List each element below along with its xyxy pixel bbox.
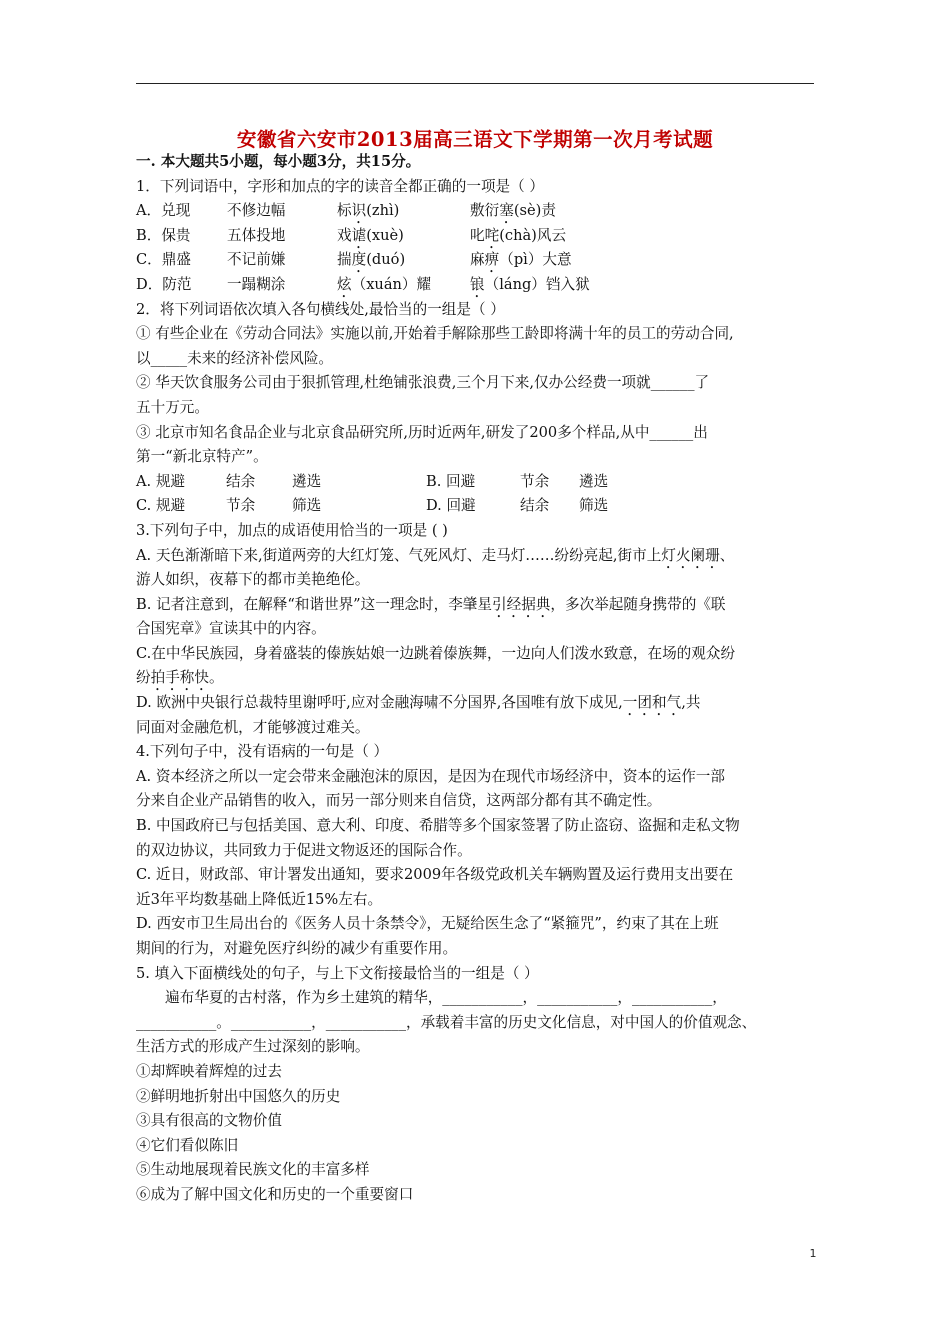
q2-sentence: ① 有些企业在《劳动合同法》实施以前,开始着手解除那些工龄即将满十年的员工的劳动合同, — [136, 325, 734, 343]
q3-option-b-cont: 合国宪章》宣读其中的内容。 — [136, 620, 326, 638]
q4-sentence: C. 近日，财政部、审计署发出通知，要求2009年各级党政机关车辆购置及运行费用支出要在 — [136, 866, 734, 884]
q2-stem: 2．将下列词语依次填入各句横线处,最恰当的一组是（ ） — [136, 300, 505, 318]
q4-sentence: 的双边协议，共同致力于促进文物返还的国际合作。 — [136, 841, 472, 859]
q4-sentence: A. 资本经济之所以一定会带来金融泡沫的原因，是因为在现代市场经济中，资本的运作一部 — [136, 767, 725, 785]
q2-option: D. 回避 — [426, 497, 476, 515]
q3-text: A. 天色渐渐暗下来,街道两旁的大红灯笼、气死风灯、走马灯……纷纷亮起,街市上 — [136, 546, 662, 564]
q5-item: ①却辉映着辉煌的过去 — [136, 1062, 282, 1080]
header-rule — [136, 83, 814, 84]
q2-option: 遴选 — [579, 472, 609, 490]
q4-stem: 4.下列句子中，没有语病的一句是（ ） — [136, 743, 389, 761]
q3-option-a — [136, 544, 816, 569]
q1-word: 叱咤(chà)风云 — [470, 226, 567, 244]
q3-text: 、 — [719, 546, 735, 564]
q3-option-c: C.在中华民族园，身着盛装的傣族姑娘一边跳着傣族舞，一边向人们泼水致意，在场的观众纷 — [136, 644, 736, 662]
q1-word: 不记前嫌 — [227, 251, 286, 269]
q3-dotted-idiom: 灯火阑珊 — [661, 546, 720, 564]
q1-option-c — [136, 248, 816, 273]
q5-passage: 遍布华夏的古村落，作为乡土建筑的精华，___________，___________，___________， — [165, 989, 727, 1007]
exam-body — [136, 150, 816, 1208]
q4-sentence: 分来自企业产品销售的收入，而另一部分则来自信贷，这两部分都有其不确定性。 — [136, 792, 662, 810]
q4-sentence: D. 西安市卫生局出台的《医务人员十条禁令》，无疑给医生念了“紧箍咒”，约束了其在上班 — [136, 915, 719, 933]
q1-option-a — [136, 199, 816, 224]
q3-option-d-cont: 同面对金融危机，才能够渡过难关。 — [136, 718, 370, 736]
q3-stem: 3.下列句子中，加点的成语使用恰当的一项是 ( ) — [136, 521, 448, 539]
q2-option: 结余 — [226, 472, 256, 490]
q3-text: ，多次举起随身携带的《联 — [550, 595, 726, 613]
q1-word: 一蹋糊涂 — [227, 275, 286, 293]
q3-dotted-idiom: 一团和气 — [622, 694, 682, 712]
q2-option: 筛选 — [579, 497, 609, 515]
q2-options-row — [136, 470, 816, 495]
q3-text: 纷 — [136, 669, 151, 687]
q2-option: 遴选 — [292, 472, 322, 490]
q3-text: 。 — [209, 669, 224, 687]
q1-word: 不修边幅 — [227, 202, 286, 220]
q2-sentence: 以_____未来的经济补偿风险。 — [136, 349, 334, 367]
q5-item: ④它们看似陈旧 — [136, 1136, 239, 1154]
q2-option: C. 规避 — [136, 497, 186, 515]
q1-word: 标识(zhì) — [337, 202, 400, 220]
q1-option-b — [136, 224, 816, 249]
q5-passage: 生活方式的形成产生过深刻的影响。 — [136, 1038, 370, 1056]
q3-text: ,共 — [681, 694, 701, 712]
q2-sentence: ③ 北京市知名食品企业与北京食品研究所,历时近两年,研发了200多个样品,从中______出 — [136, 423, 708, 441]
q4-sentence: B. 中国政府已与包括美国、意大利、印度、希腊等多个国家签署了防止盗窃、盗掘和走私文物 — [136, 817, 740, 835]
q2-option: 节余 — [226, 497, 256, 515]
q3-option-b — [136, 593, 816, 618]
q1-option-d — [136, 273, 816, 298]
q3-option-d — [136, 691, 816, 716]
q5-stem: 5. 填入下面横线处的句子，与上下文衔接最恰当的一组是（ ） — [136, 964, 539, 982]
page-title: 安徽省六安市2013届高三语文下学期第一次月考试题 — [236, 128, 714, 151]
q1-word: 锒（láng）铛入狱 — [470, 275, 590, 293]
q3-text: B. 记者注意到，在解释“和谐世界”这一理念时，李肇星 — [136, 595, 492, 613]
q1-option-label: C．鼎盛 — [136, 251, 191, 269]
q4-sentence: 近3年平均数基础上降低近15%左右。 — [136, 890, 383, 908]
q1-word: 炫（xuán）耀 — [337, 275, 432, 293]
q1-word: 戏谑(xuè) — [337, 226, 404, 244]
q2-option: A. 规避 — [136, 472, 186, 490]
q5-item: ③具有很高的文物价值 — [136, 1112, 282, 1130]
q1-option-label: A．兑现 — [136, 202, 191, 220]
q3-option-c-cont — [136, 666, 816, 691]
q2-sentence: ② 华天饮食服务公司由于狠抓管理,杜绝铺张浪费,三个月下来,仅办公经费一项就______了 — [136, 374, 710, 392]
q2-option: B. 回避 — [426, 472, 476, 490]
q5-passage: ___________。___________，___________，承载着丰富的历史文化信息，对中国人的价值观念、 — [136, 1013, 757, 1031]
q1-option-label: B．保贵 — [136, 226, 191, 244]
q2-sentence: 第一“新北京特产”。 — [136, 448, 268, 466]
q4-sentence: 期间的行为，对避免医疗纠纷的减少有重要作用。 — [136, 940, 458, 957]
q3-text: D. 欧洲中央银行总裁特里谢呼吁,应对金融海啸不分国界,各国唯有放下成见, — [136, 694, 623, 712]
q2-option: 结余 — [520, 497, 550, 515]
page-number: 1 — [809, 1247, 817, 1260]
q1-option-label: D．防范 — [136, 275, 192, 293]
q2-options-row — [136, 494, 816, 519]
q2-option: 筛选 — [292, 497, 322, 515]
q1-word: 敷衍塞(sè)责 — [470, 202, 556, 220]
q3-dotted-idiom: 引经据典 — [492, 595, 551, 613]
q1-stem: 1．下列词语中，字形和加点的字的读音全都正确的一项是（ ） — [136, 177, 544, 195]
q5-item: ⑤生动地展现着民族文化的丰富多样 — [136, 1161, 370, 1179]
q2-option: 节余 — [520, 472, 550, 490]
section-header: 一. 本大题共5小题，每小题3分，共15分。 — [136, 153, 421, 170]
q5-item: ⑥成为了解中国文化和历史的一个重要窗口 — [136, 1185, 414, 1203]
q1-word: 揣度(duó) — [337, 251, 406, 269]
q3-dotted-idiom: 拍手称快 — [150, 669, 209, 687]
q5-item: ②鲜明地折射出中国悠久的历史 — [136, 1087, 341, 1105]
q1-word: 麻痹（pì）大意 — [470, 251, 572, 269]
q3-option-a-cont: 游人如织，夜幕下的都市美艳绝伦。 — [136, 571, 370, 589]
q1-word: 五体投地 — [227, 226, 286, 244]
q2-sentence: 五十万元。 — [136, 398, 209, 416]
